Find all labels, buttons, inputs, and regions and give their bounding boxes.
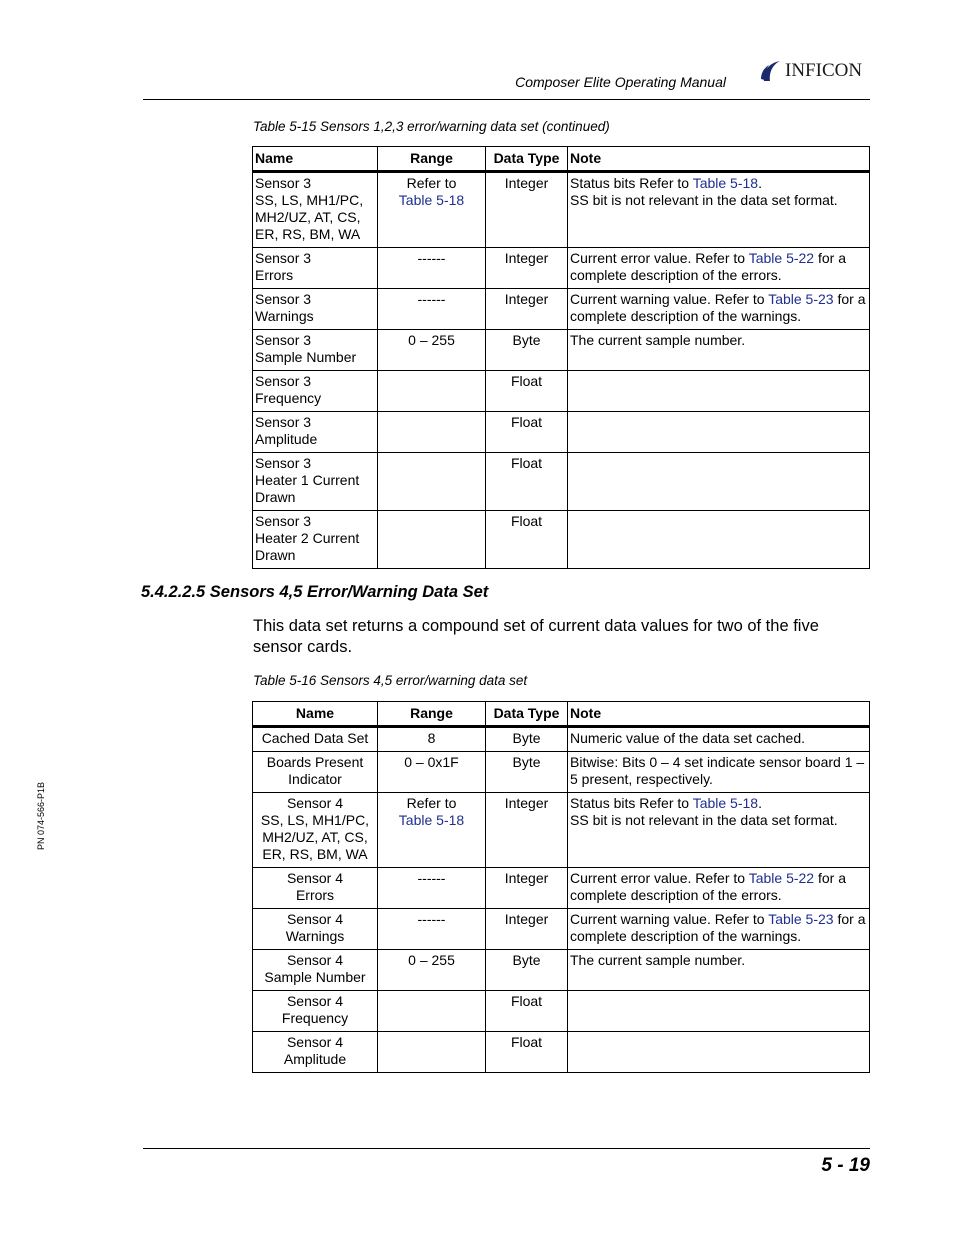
inficon-logo	[760, 58, 872, 84]
table-row	[253, 289, 870, 330]
col-header-name: Name	[253, 147, 378, 172]
cell-note	[568, 412, 870, 453]
cell-name: Sensor 3 Errors	[253, 248, 378, 289]
cell-data-type: Byte	[486, 330, 568, 371]
cell-data-type: Float	[486, 1032, 568, 1073]
cell-range	[378, 453, 486, 511]
table-link[interactable]: Table 5-18	[692, 795, 759, 811]
cell-range: 8	[378, 727, 486, 752]
col-header-note: Note	[568, 702, 870, 727]
note-text: for a complete description of the errors.	[570, 250, 847, 283]
cell-data-type: Byte	[486, 752, 568, 793]
cell-name: Sensor 4 Amplitude	[253, 1032, 378, 1073]
note-text: for a complete description of the warnings.	[570, 291, 866, 324]
table-row	[253, 727, 870, 752]
cell-data-type: Integer	[486, 172, 568, 248]
cell-name: Sensor 3 Sample Number	[253, 330, 378, 371]
col-header-range: Range	[378, 147, 486, 172]
cell-range: 0 – 255	[378, 330, 486, 371]
table-link[interactable]: Table 5-18	[398, 812, 465, 828]
table2-caption: Table 5-16 Sensors 4,5 error/warning data set	[253, 673, 528, 688]
cell-note: Numeric value of the data set cached.	[568, 727, 870, 752]
cell-data-type: Integer	[486, 909, 568, 950]
table-row	[253, 412, 870, 453]
cell-range: 0 – 255	[378, 950, 486, 991]
col-header-data-type: Data Type	[486, 147, 568, 172]
note-text: for a complete description of the errors.	[570, 870, 847, 903]
table1-caption: Table 5-15 Sensors 1,2,3 error/warning data set (continued)	[253, 119, 610, 134]
cell-range: ------	[378, 248, 486, 289]
cell-data-type: Integer	[486, 868, 568, 909]
cell-data-type: Float	[486, 412, 568, 453]
table-row	[253, 453, 870, 511]
range-text: Refer to	[406, 795, 457, 811]
cell-data-type: Integer	[486, 289, 568, 330]
note-text: Current warning value. Refer to	[570, 911, 769, 927]
table-sensors-123	[252, 146, 870, 569]
cell-name: Sensor 4 Warnings	[253, 909, 378, 950]
cell-range: 0 – 0x1F	[378, 752, 486, 793]
cell-note	[568, 793, 870, 868]
cell-name: Sensor 3 Warnings	[253, 289, 378, 330]
cell-name: Sensor 3 Amplitude	[253, 412, 378, 453]
inficon-swoosh-icon	[760, 59, 782, 83]
table-link[interactable]: Table 5-18	[398, 192, 465, 208]
table-row	[253, 868, 870, 909]
table-sensors-45	[252, 701, 870, 1073]
part-number: PN 074-566-P1B	[36, 781, 46, 850]
page-number: 5 - 19	[821, 1155, 870, 1176]
table-link[interactable]: Table 5-23	[768, 911, 834, 927]
cell-note	[568, 371, 870, 412]
cell-data-type: Float	[486, 453, 568, 511]
cell-name: Sensor 3 Heater 2 Current Drawn	[253, 511, 378, 569]
table-row	[253, 330, 870, 371]
cell-note	[568, 909, 870, 950]
cell-data-type: Float	[486, 511, 568, 569]
cell-range: ------	[378, 868, 486, 909]
cell-name: Sensor 3 SS, LS, MH1/PC, MH2/UZ, AT, CS, ER, RS, BM, WA	[253, 172, 378, 248]
cell-range	[378, 991, 486, 1032]
cell-name: Sensor 4 Sample Number	[253, 950, 378, 991]
manual-title: Composer Elite Operating Manual	[515, 74, 726, 90]
section-title: 5.4.2.2.5 Sensors 4,5 Error/Warning Data Set	[141, 583, 489, 601]
cell-range	[378, 172, 486, 248]
cell-range	[378, 371, 486, 412]
cell-range	[378, 793, 486, 868]
cell-note	[568, 172, 870, 248]
table-row	[253, 172, 870, 248]
table-row	[253, 752, 870, 793]
cell-name: Sensor 3 Heater 1 Current Drawn	[253, 453, 378, 511]
cell-range	[378, 412, 486, 453]
table-row	[253, 511, 870, 569]
cell-note	[568, 453, 870, 511]
note-text: for a complete description of the warnings.	[570, 911, 866, 944]
note-text: Status bits Refer to	[570, 795, 693, 811]
cell-note	[568, 868, 870, 909]
cell-note: The current sample number.	[568, 950, 870, 991]
cell-note: Bitwise: Bits 0 – 4 set indicate sensor board 1 – 5 present, respectively.	[568, 752, 870, 793]
cell-note	[568, 289, 870, 330]
table-row	[253, 991, 870, 1032]
col-header-note: Note	[568, 147, 870, 172]
cell-note: The current sample number.	[568, 330, 870, 371]
table-row	[253, 1032, 870, 1073]
footer-rule	[143, 1148, 870, 1149]
cell-range	[378, 1032, 486, 1073]
cell-range: ------	[378, 909, 486, 950]
cell-data-type: Byte	[486, 950, 568, 991]
note-text: Status bits Refer to	[570, 175, 693, 191]
table-row	[253, 793, 870, 868]
cell-range	[378, 511, 486, 569]
cell-note	[568, 511, 870, 569]
cell-data-type: Byte	[486, 727, 568, 752]
range-text: Refer to	[406, 175, 457, 191]
table-link[interactable]: Table 5-18	[692, 175, 759, 191]
table-row	[253, 950, 870, 991]
cell-data-type: Integer	[486, 793, 568, 868]
table-header-row	[253, 147, 870, 172]
table-link[interactable]: Table 5-22	[748, 870, 815, 886]
table-row	[253, 248, 870, 289]
cell-data-type: Float	[486, 371, 568, 412]
note-text: Current warning value. Refer to	[570, 291, 769, 307]
col-header-range: Range	[378, 702, 486, 727]
note-text: . SS bit is not relevant in the data set format.	[570, 795, 838, 828]
table-link[interactable]: Table 5-23	[768, 291, 834, 307]
note-text: Current error value. Refer to	[570, 870, 749, 886]
cell-note	[568, 1032, 870, 1073]
table-row	[253, 909, 870, 950]
table-header-row	[253, 702, 870, 727]
note-text: Current error value. Refer to	[570, 250, 749, 266]
header-rule	[143, 99, 870, 100]
table-row	[253, 371, 870, 412]
cell-name: Sensor 4 SS, LS, MH1/PC, MH2/UZ, AT, CS, ER, RS, BM, WA	[253, 793, 378, 868]
note-text: . SS bit is not relevant in the data set format.	[570, 175, 838, 208]
table-link[interactable]: Table 5-22	[748, 250, 815, 266]
cell-range: ------	[378, 289, 486, 330]
cell-name: Sensor 4 Frequency	[253, 991, 378, 1032]
cell-name: Cached Data Set	[253, 727, 378, 752]
cell-note	[568, 248, 870, 289]
section-paragraph: This data set returns a compound set of current data values for two of the five sensor cards.	[253, 617, 819, 656]
logo-text: INFICON	[785, 60, 863, 81]
col-header-name: Name	[253, 702, 378, 727]
cell-note	[568, 991, 870, 1032]
cell-name: Sensor 3 Frequency	[253, 371, 378, 412]
cell-name: Sensor 4 Errors	[253, 868, 378, 909]
cell-name: Boards Present Indicator	[253, 752, 378, 793]
cell-data-type: Float	[486, 991, 568, 1032]
cell-data-type: Integer	[486, 248, 568, 289]
col-header-data-type: Data Type	[486, 702, 568, 727]
